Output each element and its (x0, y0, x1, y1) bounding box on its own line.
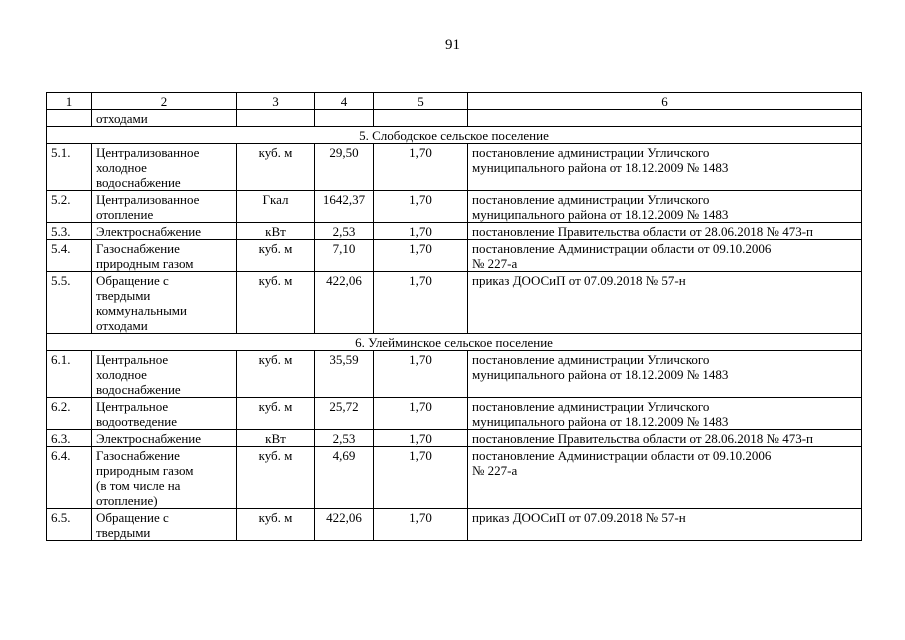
document-line: постановление администрации Угличского (472, 399, 710, 414)
row-number-cell: 5.3. (47, 223, 92, 240)
document-line: постановление Администрации области от 09.10.2006 (472, 448, 772, 463)
table-row (47, 509, 862, 541)
service-cell (92, 509, 237, 541)
service-line: твердыми (96, 525, 151, 540)
document-line: постановление Администрации области от 09.10.2006 (472, 241, 772, 256)
service-line: отопление (96, 207, 154, 222)
value-cell: 25,72 (315, 398, 374, 430)
page-number: 91 (445, 37, 460, 53)
value-cell: 1642,37 (315, 191, 374, 223)
row-number-cell: 6.2. (47, 398, 92, 430)
row-number-cell (47, 110, 92, 127)
service-cell (92, 240, 237, 272)
value-cell: 7,10 (315, 240, 374, 272)
header-cell: 3 (237, 93, 315, 110)
service-line: водоснабжение (96, 382, 181, 397)
service-line: Обращение с (96, 510, 169, 525)
header-row (47, 93, 862, 110)
index-cell: 1,70 (374, 240, 468, 272)
value-cell: 2,53 (315, 223, 374, 240)
index-cell: 1,70 (374, 398, 468, 430)
header-cell: 4 (315, 93, 374, 110)
unit-cell: куб. м (237, 351, 315, 398)
value-cell (315, 110, 374, 127)
unit-cell: Гкал (237, 191, 315, 223)
service-line: Обращение с (96, 273, 169, 288)
unit-cell (237, 110, 315, 127)
document-line: муниципального района от 18.12.2009 № 1483 (472, 367, 729, 382)
service-cell (92, 430, 237, 447)
unit-cell: куб. м (237, 272, 315, 334)
document-line: муниципального района от 18.12.2009 № 1483 (472, 414, 729, 429)
table-row (47, 240, 862, 272)
document-cell (468, 240, 862, 272)
section-title: 6. Улейминское сельское поселение (47, 334, 862, 351)
section-header-row (47, 127, 862, 144)
document-cell (468, 447, 862, 509)
document-line: № 227-а (472, 256, 518, 271)
table-row (47, 398, 862, 430)
service-line: природным газом (96, 463, 194, 478)
service-line: холодное (96, 160, 147, 175)
index-cell: 1,70 (374, 430, 468, 447)
value-cell: 29,50 (315, 144, 374, 191)
index-cell: 1,70 (374, 509, 468, 541)
service-line: холодное (96, 367, 147, 382)
table-row (47, 223, 862, 240)
document-line: приказ ДООСиП от 07.09.2018 № 57-н (472, 273, 686, 288)
document-cell (468, 398, 862, 430)
unit-cell: куб. м (237, 447, 315, 509)
document-cell (468, 430, 862, 447)
row-number-cell: 6.3. (47, 430, 92, 447)
row-number-cell: 6.1. (47, 351, 92, 398)
row-number-cell: 5.1. (47, 144, 92, 191)
row-number-cell: 5.2. (47, 191, 92, 223)
service-line: Центральное (96, 399, 169, 414)
index-cell: 1,70 (374, 144, 468, 191)
document-cell (468, 110, 862, 127)
document-cell (468, 351, 862, 398)
header-cell: 2 (92, 93, 237, 110)
index-cell: 1,70 (374, 447, 468, 509)
table-row (47, 144, 862, 191)
section-header-row (47, 334, 862, 351)
document-line: постановление Правительства области от 28.06.2018 № 473-п (472, 431, 813, 446)
service-line: (в том числе на (96, 478, 181, 493)
value-cell: 422,06 (315, 272, 374, 334)
document-line: муниципального района от 18.12.2009 № 1483 (472, 160, 729, 175)
row-number-cell: 6.4. (47, 447, 92, 509)
header-cell: 5 (374, 93, 468, 110)
service-cell: отходами (92, 110, 237, 127)
service-line: отходами (96, 318, 148, 333)
document-line: муниципального района от 18.12.2009 № 1483 (472, 207, 729, 222)
document-cell (468, 223, 862, 240)
unit-cell: куб. м (237, 509, 315, 541)
document-cell (468, 191, 862, 223)
document-line: постановление администрации Угличского (472, 352, 710, 367)
table-row (47, 351, 862, 398)
value-cell: 422,06 (315, 509, 374, 541)
service-line: Электроснабжение (96, 224, 202, 239)
service-line: Газоснабжение (96, 448, 180, 463)
document-line: № 227-а (472, 463, 518, 478)
service-line: твердыми (96, 288, 151, 303)
row-number-cell: 5.4. (47, 240, 92, 272)
table-row (47, 430, 862, 447)
service-line: отопление) (96, 493, 158, 508)
continuation-row (47, 110, 862, 127)
table-row (47, 447, 862, 509)
service-line: природным газом (96, 256, 194, 271)
index-cell: 1,70 (374, 191, 468, 223)
row-number-cell: 5.5. (47, 272, 92, 334)
service-line: коммунальными (96, 303, 187, 318)
unit-cell: кВт (237, 430, 315, 447)
index-cell: 1,70 (374, 351, 468, 398)
service-line: Центральное (96, 352, 169, 367)
document-cell (468, 272, 862, 334)
index-cell: 1,70 (374, 223, 468, 240)
service-cell (92, 191, 237, 223)
service-line: Газоснабжение (96, 241, 180, 256)
service-line: Электроснабжение (96, 431, 202, 446)
service-cell (92, 144, 237, 191)
table-row (47, 191, 862, 223)
index-cell (374, 110, 468, 127)
document-cell (468, 144, 862, 191)
header-cell: 6 (468, 93, 862, 110)
service-line: водоотведение (96, 414, 178, 429)
service-cell (92, 272, 237, 334)
unit-cell: куб. м (237, 240, 315, 272)
service-line: Централизованное (96, 145, 200, 160)
document-cell (468, 509, 862, 541)
header-cell: 1 (47, 93, 92, 110)
unit-cell: кВт (237, 223, 315, 240)
index-cell: 1,70 (374, 272, 468, 334)
document-line: приказ ДООСиП от 07.09.2018 № 57-н (472, 510, 686, 525)
service-cell (92, 447, 237, 509)
service-cell (92, 223, 237, 240)
unit-cell: куб. м (237, 398, 315, 430)
document-line: постановление администрации Угличского (472, 145, 710, 160)
value-cell: 2,53 (315, 430, 374, 447)
table-row (47, 272, 862, 334)
service-line: водоснабжение (96, 175, 181, 190)
value-cell: 4,69 (315, 447, 374, 509)
tariff-table (46, 92, 862, 541)
service-line: Централизованное (96, 192, 200, 207)
section-title: 5. Слободское сельское поселение (47, 127, 862, 144)
document-line: постановление Правительства области от 28.06.2018 № 473-п (472, 224, 813, 239)
document-line: постановление администрации Угличского (472, 192, 710, 207)
row-number-cell: 6.5. (47, 509, 92, 541)
value-cell: 35,59 (315, 351, 374, 398)
unit-cell: куб. м (237, 144, 315, 191)
service-cell (92, 351, 237, 398)
service-cell (92, 398, 237, 430)
